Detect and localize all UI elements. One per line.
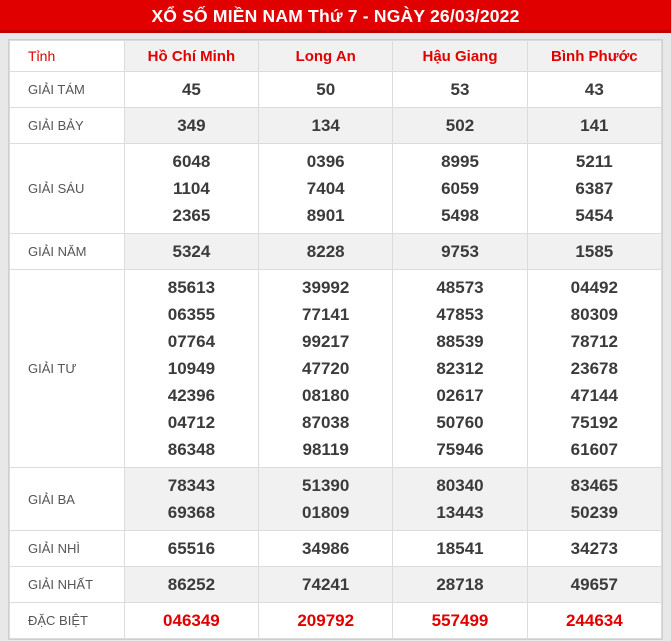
prize-numbers-cell bbox=[124, 234, 258, 270]
prize-number: 244634 bbox=[565, 611, 623, 630]
prize-number: 28718 bbox=[436, 575, 484, 594]
page-title: XỔ SỐ MIỀN NAM Thứ 7 - NGÀY 26/03/2022 bbox=[0, 0, 671, 33]
prize-number: 85613 bbox=[167, 278, 216, 297]
prize-number: 74241 bbox=[302, 575, 350, 594]
prize-numbers-cell bbox=[393, 603, 527, 639]
prize-label: GIẢI BẢY bbox=[10, 108, 125, 144]
header-row bbox=[10, 41, 662, 72]
prize-number: 8901 bbox=[306, 206, 345, 225]
prize-numbers-cell bbox=[527, 270, 661, 468]
prize-number: 07764 bbox=[167, 332, 216, 351]
prize-numbers-cell bbox=[527, 108, 661, 144]
prize-numbers-cell bbox=[527, 144, 661, 234]
prize-number: 47144 bbox=[570, 386, 618, 405]
prize-numbers-cell bbox=[124, 531, 258, 567]
prize-number: 53 bbox=[450, 80, 470, 99]
prize-numbers-cell bbox=[124, 468, 258, 531]
prize-number: 78343 bbox=[167, 476, 216, 495]
prize-number: 349 bbox=[177, 116, 206, 135]
results-table-container bbox=[8, 39, 663, 640]
prize-number: 6048 bbox=[172, 152, 211, 171]
prize-numbers-cell bbox=[259, 144, 393, 234]
prize-number: 50239 bbox=[570, 503, 618, 522]
prize-number: 50760 bbox=[436, 413, 484, 432]
prize-label: ĐẶC BIỆT bbox=[10, 603, 125, 639]
prize-numbers-cell bbox=[259, 531, 393, 567]
prize-numbers-cell bbox=[527, 567, 661, 603]
prize-number: 51390 bbox=[302, 476, 350, 495]
prize-row bbox=[10, 468, 662, 531]
prize-numbers-cell bbox=[393, 567, 527, 603]
prize-number: 04712 bbox=[167, 413, 216, 432]
prize-numbers-cell bbox=[124, 144, 258, 234]
prize-numbers-cell bbox=[124, 72, 258, 108]
prize-number: 88539 bbox=[436, 332, 484, 351]
prize-number: 04492 bbox=[570, 278, 618, 297]
prize-number: 6059 bbox=[441, 179, 479, 198]
prize-label: GIẢI SÁU bbox=[10, 144, 125, 234]
prize-numbers-cell bbox=[124, 108, 258, 144]
prize-numbers-cell bbox=[259, 270, 393, 468]
prize-number: 82312 bbox=[436, 359, 484, 378]
prize-number: 502 bbox=[445, 116, 475, 135]
prize-label: GIẢI BA bbox=[10, 468, 125, 531]
prize-numbers-cell bbox=[527, 531, 661, 567]
prize-number: 10949 bbox=[167, 359, 216, 378]
prize-number: 046349 bbox=[163, 611, 220, 630]
prize-row bbox=[10, 603, 662, 639]
prize-label: GIẢI TÁM bbox=[10, 72, 125, 108]
prize-numbers-cell bbox=[393, 108, 527, 144]
prize-number: 83465 bbox=[570, 476, 618, 495]
prize-number: 134 bbox=[311, 116, 340, 135]
prize-number: 06355 bbox=[167, 305, 216, 324]
prize-number: 50 bbox=[316, 80, 336, 99]
prize-number: 42396 bbox=[167, 386, 216, 405]
prize-number: 43 bbox=[584, 80, 604, 99]
prize-label: GIẢI TƯ bbox=[10, 270, 125, 468]
prize-number: 5498 bbox=[441, 206, 479, 225]
prize-numbers-cell bbox=[124, 603, 258, 639]
prize-numbers-cell bbox=[527, 603, 661, 639]
prize-numbers-cell bbox=[393, 72, 527, 108]
prize-number: 47853 bbox=[436, 305, 484, 324]
prize-number: 5211 bbox=[575, 152, 613, 171]
prize-numbers-cell bbox=[527, 72, 661, 108]
prize-numbers-cell bbox=[259, 567, 393, 603]
prize-numbers-cell bbox=[393, 531, 527, 567]
prize-numbers-cell bbox=[393, 144, 527, 234]
prize-number: 47720 bbox=[302, 359, 350, 378]
prize-number: 75192 bbox=[570, 413, 618, 432]
prize-number: 80340 bbox=[436, 476, 484, 495]
prize-number: 13443 bbox=[436, 503, 484, 522]
province-header-ho-chi-minh: Hồ Chí Minh bbox=[124, 41, 258, 72]
prize-number: 18541 bbox=[436, 539, 484, 558]
prize-number: 98119 bbox=[302, 440, 349, 459]
prize-number: 39992 bbox=[302, 278, 350, 297]
prize-number: 69368 bbox=[167, 503, 216, 522]
prize-label: GIẢI NHÌ bbox=[10, 531, 125, 567]
prize-numbers-cell bbox=[259, 603, 393, 639]
prize-number: 141 bbox=[580, 116, 609, 135]
prize-number: 86252 bbox=[167, 575, 216, 594]
province-header-long-an: Long An bbox=[259, 41, 393, 72]
prize-number: 48573 bbox=[436, 278, 484, 297]
prize-number: 61607 bbox=[570, 440, 618, 459]
prize-number: 2365 bbox=[172, 206, 211, 225]
prize-numbers-cell bbox=[259, 72, 393, 108]
province-header-hau-giang: Hậu Giang bbox=[393, 41, 527, 72]
prize-row bbox=[10, 72, 662, 108]
prize-number: 99217 bbox=[302, 332, 350, 351]
prize-numbers-cell bbox=[527, 468, 661, 531]
prize-numbers-cell bbox=[259, 108, 393, 144]
prize-number: 02617 bbox=[436, 386, 484, 405]
prize-number: 34986 bbox=[302, 539, 350, 558]
prize-numbers-cell bbox=[124, 270, 258, 468]
prize-number: 557499 bbox=[431, 611, 489, 630]
prize-numbers-cell bbox=[393, 270, 527, 468]
prize-number: 5324 bbox=[172, 242, 211, 261]
prize-number: 75946 bbox=[436, 440, 484, 459]
prize-number: 34273 bbox=[570, 539, 618, 558]
prize-number: 86348 bbox=[167, 440, 216, 459]
prize-row bbox=[10, 144, 662, 234]
prize-number: 08180 bbox=[302, 386, 350, 405]
prize-row bbox=[10, 108, 662, 144]
prize-number: 01809 bbox=[302, 503, 350, 522]
prize-number: 0396 bbox=[306, 152, 345, 171]
prize-number: 5454 bbox=[575, 206, 614, 225]
prize-numbers-cell bbox=[393, 468, 527, 531]
prize-number: 6387 bbox=[575, 179, 614, 198]
prize-number: 80309 bbox=[570, 305, 618, 324]
prize-numbers-cell bbox=[393, 234, 527, 270]
prize-number: 87038 bbox=[302, 413, 350, 432]
prize-number: 78712 bbox=[570, 332, 618, 351]
prize-number: 7404 bbox=[306, 179, 345, 198]
prize-number: 23678 bbox=[570, 359, 618, 378]
prize-number: 8995 bbox=[441, 152, 479, 171]
prize-number: 77141 bbox=[302, 305, 350, 324]
prize-number: 209792 bbox=[297, 611, 355, 630]
prize-label: GIẢI NĂM bbox=[10, 234, 125, 270]
prize-number: 49657 bbox=[570, 575, 618, 594]
prize-row bbox=[10, 270, 662, 468]
prize-row bbox=[10, 234, 662, 270]
prize-row bbox=[10, 531, 662, 567]
prize-number: 1104 bbox=[172, 179, 210, 198]
province-header-binh-phuoc: Bình Phước bbox=[527, 41, 661, 72]
prize-row bbox=[10, 567, 662, 603]
prize-numbers-cell bbox=[124, 567, 258, 603]
prize-number: 1585 bbox=[575, 242, 614, 261]
prize-number: 45 bbox=[181, 80, 201, 99]
prize-numbers-cell bbox=[259, 234, 393, 270]
prize-numbers-cell bbox=[527, 234, 661, 270]
lottery-results-table bbox=[9, 40, 662, 639]
prize-number: 8228 bbox=[306, 242, 345, 261]
prize-number: 9753 bbox=[441, 242, 479, 261]
province-column-header: Tỉnh bbox=[10, 41, 125, 72]
prize-numbers-cell bbox=[259, 468, 393, 531]
prize-label: GIẢI NHẤT bbox=[10, 567, 125, 603]
prize-number: 65516 bbox=[167, 539, 216, 558]
